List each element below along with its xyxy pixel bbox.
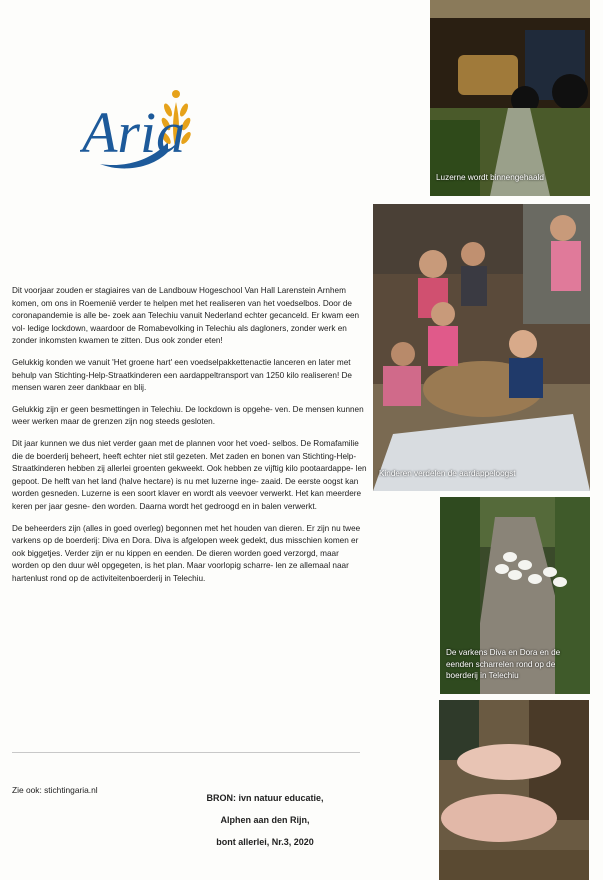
source-credit [160,793,370,859]
paragraph-1: Dit voorjaar zouden er stagiaires van de Landbouw Hogeschool Van Hall Larenstein Arnhem komen, om ons in Roemenië verder te helpen met het realiseren van het voedselbos. Door de coronapandemie is alle be- zoek aan Telechiu vanuit Nederland echter gecanceld. Er kwam een vol- ledige lockdown, waardoor de Romabevolking in Telechiu als dagloners, zonder werk en zonder inkomsten kwamen te zitten. Dus ook zonder eten! [12,286,360,346]
photo-ducks-farm [440,497,590,694]
photo-caption: Luzerne wordt binnengehaald [436,173,544,182]
photo-children-potatoes [373,204,590,491]
photo-caption: De varkens Diva en Dora en de eenden scharrelen rond op de boerderij in Telechiu [446,648,561,680]
aria-logo [80,80,240,175]
paragraph-5: De beheerders zijn (alles in goed overleg) begonnen met het houden van dieren. Er zijn nu twee varkens op de boerderij: Diva en Dora. Diva is afgelopen week gedekt, dus misschien komen er ook biggetjes. Verder zijn er nu kippen en eenden. De dieren worden goed verzorgd, maar worden op den duur wèl opgegeten, is het plan. Maar voorlopig scharre- len ze allemaal naar hartenlust rond op de activiteitenboerderij in Telechiu. [12,523,361,583]
paragraph-4: Dit jaar kunnen we dus niet verder gaan met de plannen voor het voed- selbos. De Romafamilie die de boerderij beheert, heeft echter niet stil gezeten. Met zaden en bonen van Stichting-Help-Straatkinderen hebben zij allerlei groenten gekweekt. Ook hebben ze vijftig kilo pootaardappe- len gepoot. De helft van het land (halve hectare) is nu met luzerne inge- zaaid. De eerste oogst kan worden gesneden. Luzerne is een soort klaver en wordt als veevoer verwerkt. Het kan meerdere keren per jaar gesne- den worden. Daarna wordt het gedroogd en in balen verwerkt. [12,438,367,511]
article-body [12,285,367,594]
source-line-3: bont allerlei, Nr.3, 2020 [216,837,314,847]
see-also-link[interactable]: Zie ook: stichtingaria.nl [12,785,98,795]
photo-caption: Kinderen verdelen de aardappeloogst [379,469,516,478]
divider [12,752,360,753]
photo-alfalfa-harvest [430,0,590,196]
paragraph-2: Gelukkig konden we vanuit 'Het groene hart' een voedselpakkettenactie lanceren en later met behulp van Stichting-Help-Straatkinderen een aardappeltransport van 1250 kilo realiseren! De mensen waren zeer dankbaar en blij. [12,357,352,393]
paragraph-3: Gelukkig zijn er geen besmettingen in Telechiu. De lockdown is opgehe- ven. De mensen kunnen weer werken maar de grenzen zijn nog steeds gesloten. [12,404,364,427]
photo-pigs [439,700,589,880]
source-line-1: BRON: ivn natuur educatie, [206,793,324,803]
logo-text: Aria [82,100,186,165]
aria-logo-graphic [80,80,240,175]
source-line-2: Alphen aan den Rijn, [220,815,310,825]
